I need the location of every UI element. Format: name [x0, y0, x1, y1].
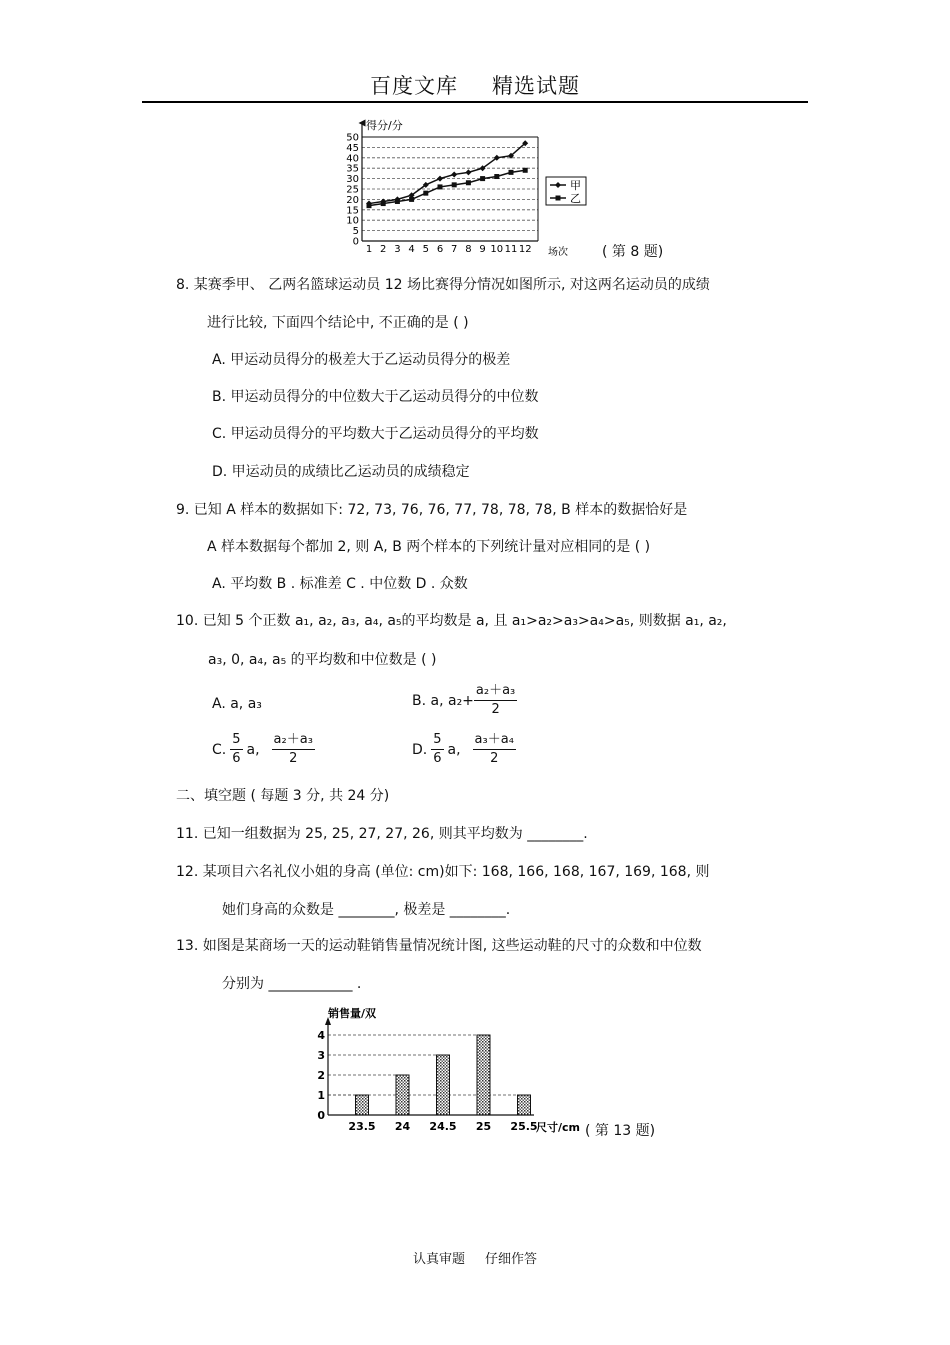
q10-option-c-coef: [230, 732, 242, 767]
chart-q8-xtick: 2: [380, 244, 387, 255]
chart-q8-xtick: 8: [465, 244, 472, 255]
q9-stem-line2: A 样本数据每个都加 2, 则 A, B 两个样本的下列统计量对应相同的是 ( ): [207, 539, 651, 555]
chart-q8-point-yi: [367, 203, 372, 208]
chart-q8-xlabel: 场次: [548, 247, 568, 258]
q10-option-c-mid: a,: [246, 741, 260, 758]
chart-q8-point-yi: [409, 197, 414, 202]
q8-stem-line1: 8. 某赛季甲、 乙两名篮球运动员 12 场比赛得分情况如图所示, 对这两名运动员的成绩: [176, 277, 710, 293]
chart-q8-ytick: 20: [346, 194, 359, 206]
legend-label-jia: 甲: [570, 179, 581, 192]
chart-q13-xtick: 24: [394, 1120, 411, 1133]
q8-option-c: C. 甲运动员得分的平均数大于乙运动员得分的平均数: [212, 426, 539, 442]
chart-q13-ytick: 3: [317, 1049, 325, 1062]
q8-option-b: B. 甲运动员得分的中位数大于乙运动员得分的中位数: [212, 389, 539, 405]
chart-q8-point-yi: [480, 176, 485, 181]
q10-option-b: [412, 683, 517, 718]
chart-q8-xtick: 3: [394, 244, 401, 255]
header-right: 精选试题: [492, 74, 580, 98]
chart-q8-point-yi: [395, 199, 400, 204]
chart-q8-point-yi: [523, 168, 528, 173]
q10-stem-line1: 10. 已知 5 个正数 a₁, a₂, a₃, a₄, a₅的平均数是 a, 且 a₁>a₂>a₃>a₄>a₅, 则数据 a₁, a₂,: [176, 613, 727, 629]
q12-line2: 她们身高的众数是 ________, 极差是 ________.: [222, 902, 511, 918]
page-footer: [0, 1248, 950, 1267]
q13-line2: 分别为 ____________ .: [222, 976, 362, 992]
chart-q8-xtick: 12: [518, 244, 532, 255]
q10-stem-line2: a₃, 0, a₄, a₅ 的平均数和中位数是 ( ): [208, 652, 437, 668]
chart-q13-ylabel: 销售量/双: [328, 1007, 377, 1020]
q10-option-c: [212, 732, 315, 767]
chart-q8-ytick: 25: [346, 184, 359, 196]
q10-option-d-coef: [431, 732, 443, 767]
q10-option-c-numerator: a₂＋a₃: [272, 732, 315, 750]
footer-left: 认真审题: [412, 1252, 465, 1267]
chart-q8-ytick: 10: [346, 215, 359, 227]
chart-q8-point-yi: [466, 180, 471, 185]
chart-q8-xtick: 1: [365, 244, 373, 255]
chart-q13-xlabel: 尺寸/cm: [536, 1121, 580, 1134]
q8-stem-line2: 进行比较, 下面四个结论中, 不正确的是 ( ): [207, 315, 469, 331]
chart-q13-ytick: 4: [317, 1029, 325, 1042]
chart-q8-xtick: 11: [504, 244, 518, 255]
q10-option-d: [412, 732, 516, 767]
q10-option-d-denominator: 2: [490, 751, 499, 766]
chart-q8-xtick: 10: [490, 244, 504, 255]
chart-q8-point-jia: [437, 176, 443, 182]
chart-q13-xtick: 25: [475, 1120, 492, 1133]
q10-option-d-numerator: a₃＋a₄: [473, 732, 516, 750]
chart-q8: [340, 115, 600, 263]
chart-q8-caption: ( 第 8 题): [602, 244, 664, 260]
q9-options: A. 平均数 B . 标准差 C . 中位数 D . 众数: [212, 576, 468, 592]
header-left: 百度文库: [370, 74, 458, 98]
chart-q13-bar: [396, 1075, 409, 1115]
legend-label-yi: 乙: [570, 192, 581, 205]
footer-right: 仔细作答: [485, 1252, 538, 1267]
legend-marker-yi: [556, 196, 561, 201]
chart-q8-xtick: 5: [422, 244, 429, 255]
q10-option-d-fraction: [473, 732, 516, 767]
chart-q8-ytick: 15: [346, 205, 359, 217]
q10-option-b-numerator: a₂＋a₃: [474, 683, 517, 701]
chart-q13-bar: [518, 1095, 531, 1115]
chart-q13-bar: [356, 1095, 369, 1115]
q10-option-d-mid: a,: [447, 741, 461, 758]
section-2-heading: 二、填空题 ( 每题 3 分, 共 24 分): [176, 788, 390, 804]
chart-q13-caption: ( 第 13 题): [585, 1123, 656, 1139]
q13-line1: 13. 如图是某商场一天的运动鞋销售量情况统计图, 这些运动鞋的尺寸的众数和中位数: [176, 938, 702, 954]
chart-q8-point-yi: [381, 201, 386, 206]
chart-q8-ytick: 40: [346, 153, 359, 165]
chart-q13-bar: [477, 1035, 490, 1115]
q10-option-d-coef-den: 6: [433, 751, 442, 766]
chart-q8-ytick: 5: [352, 226, 359, 238]
q10-option-c-coef-den: 6: [232, 751, 241, 766]
chart-q8-point-yi: [452, 182, 457, 187]
chart-q8-ytick: 50: [346, 132, 359, 144]
chart-q8-ylabel: 得分/分: [366, 119, 403, 132]
chart-q13-xtick: 23.5: [348, 1120, 376, 1133]
chart-q8-point-jia: [465, 169, 471, 175]
chart-q13-xtick: 25.5: [510, 1120, 538, 1133]
q10-option-c-coef-num: 5: [230, 732, 242, 750]
chart-q13-ytick: 1: [317, 1089, 325, 1102]
q10-option-b-prefix: B. a, a₂+: [412, 692, 474, 709]
chart-q8-point-yi: [423, 191, 428, 196]
q10-option-c-fraction: [272, 732, 315, 767]
chart-q8-point-jia: [451, 171, 457, 177]
chart-q13-ytick: 0: [317, 1109, 325, 1122]
chart-q8-xtick: 7: [451, 244, 458, 255]
chart-q8-point-yi: [494, 174, 499, 179]
chart-q13-bar: [437, 1055, 450, 1115]
chart-q8-ytick: 30: [346, 174, 359, 186]
page-header: [0, 70, 950, 100]
header-rule: [142, 101, 808, 103]
chart-q8-ytick: 45: [346, 142, 359, 154]
q10-option-c-prefix: C.: [212, 741, 227, 758]
chart-q13: [308, 1005, 588, 1140]
chart-q13-xtick: 24.5: [429, 1120, 457, 1133]
chart-q8-xtick: 4: [408, 244, 415, 255]
chart-q8-series-line-jia: [369, 143, 525, 203]
chart-q8-point-yi: [438, 184, 443, 189]
q9-stem-line1: 9. 已知 A 样本的数据如下: 72, 73, 76, 76, 77, 78, 78, 78, B 样本的数据恰好是: [176, 502, 688, 518]
chart-q13-ytick: 2: [317, 1069, 325, 1082]
q10-option-b-fraction: [474, 683, 517, 718]
q10-option-c-denominator: 2: [289, 751, 298, 766]
q11: 11. 已知一组数据为 25, 25, 27, 27, 26, 则其平均数为 ________.: [176, 826, 588, 842]
chart-q8-ytick: 35: [346, 163, 359, 175]
chart-q8-xtick: 6: [436, 244, 444, 255]
chart-q8-ytick: 0: [352, 236, 359, 248]
q10-option-d-prefix: D.: [412, 741, 428, 758]
q12-line1: 12. 某项目六名礼仪小姐的身高 (单位: cm)如下: 168, 166, 168, 167, 169, 168, 则: [176, 864, 710, 880]
q10-option-d-coef-num: 5: [431, 732, 443, 750]
chart-q8-point-yi: [509, 170, 514, 175]
q10-option-b-denominator: 2: [491, 702, 500, 717]
q8-option-d: D. 甲运动员的成绩比乙运动员的成绩稳定: [212, 464, 470, 480]
q10-option-a: A. a, a₃: [212, 696, 262, 712]
chart-q8-xtick: 9: [479, 244, 486, 255]
q8-option-a: A. 甲运动员得分的极差大于乙运动员得分的极差: [212, 352, 511, 368]
